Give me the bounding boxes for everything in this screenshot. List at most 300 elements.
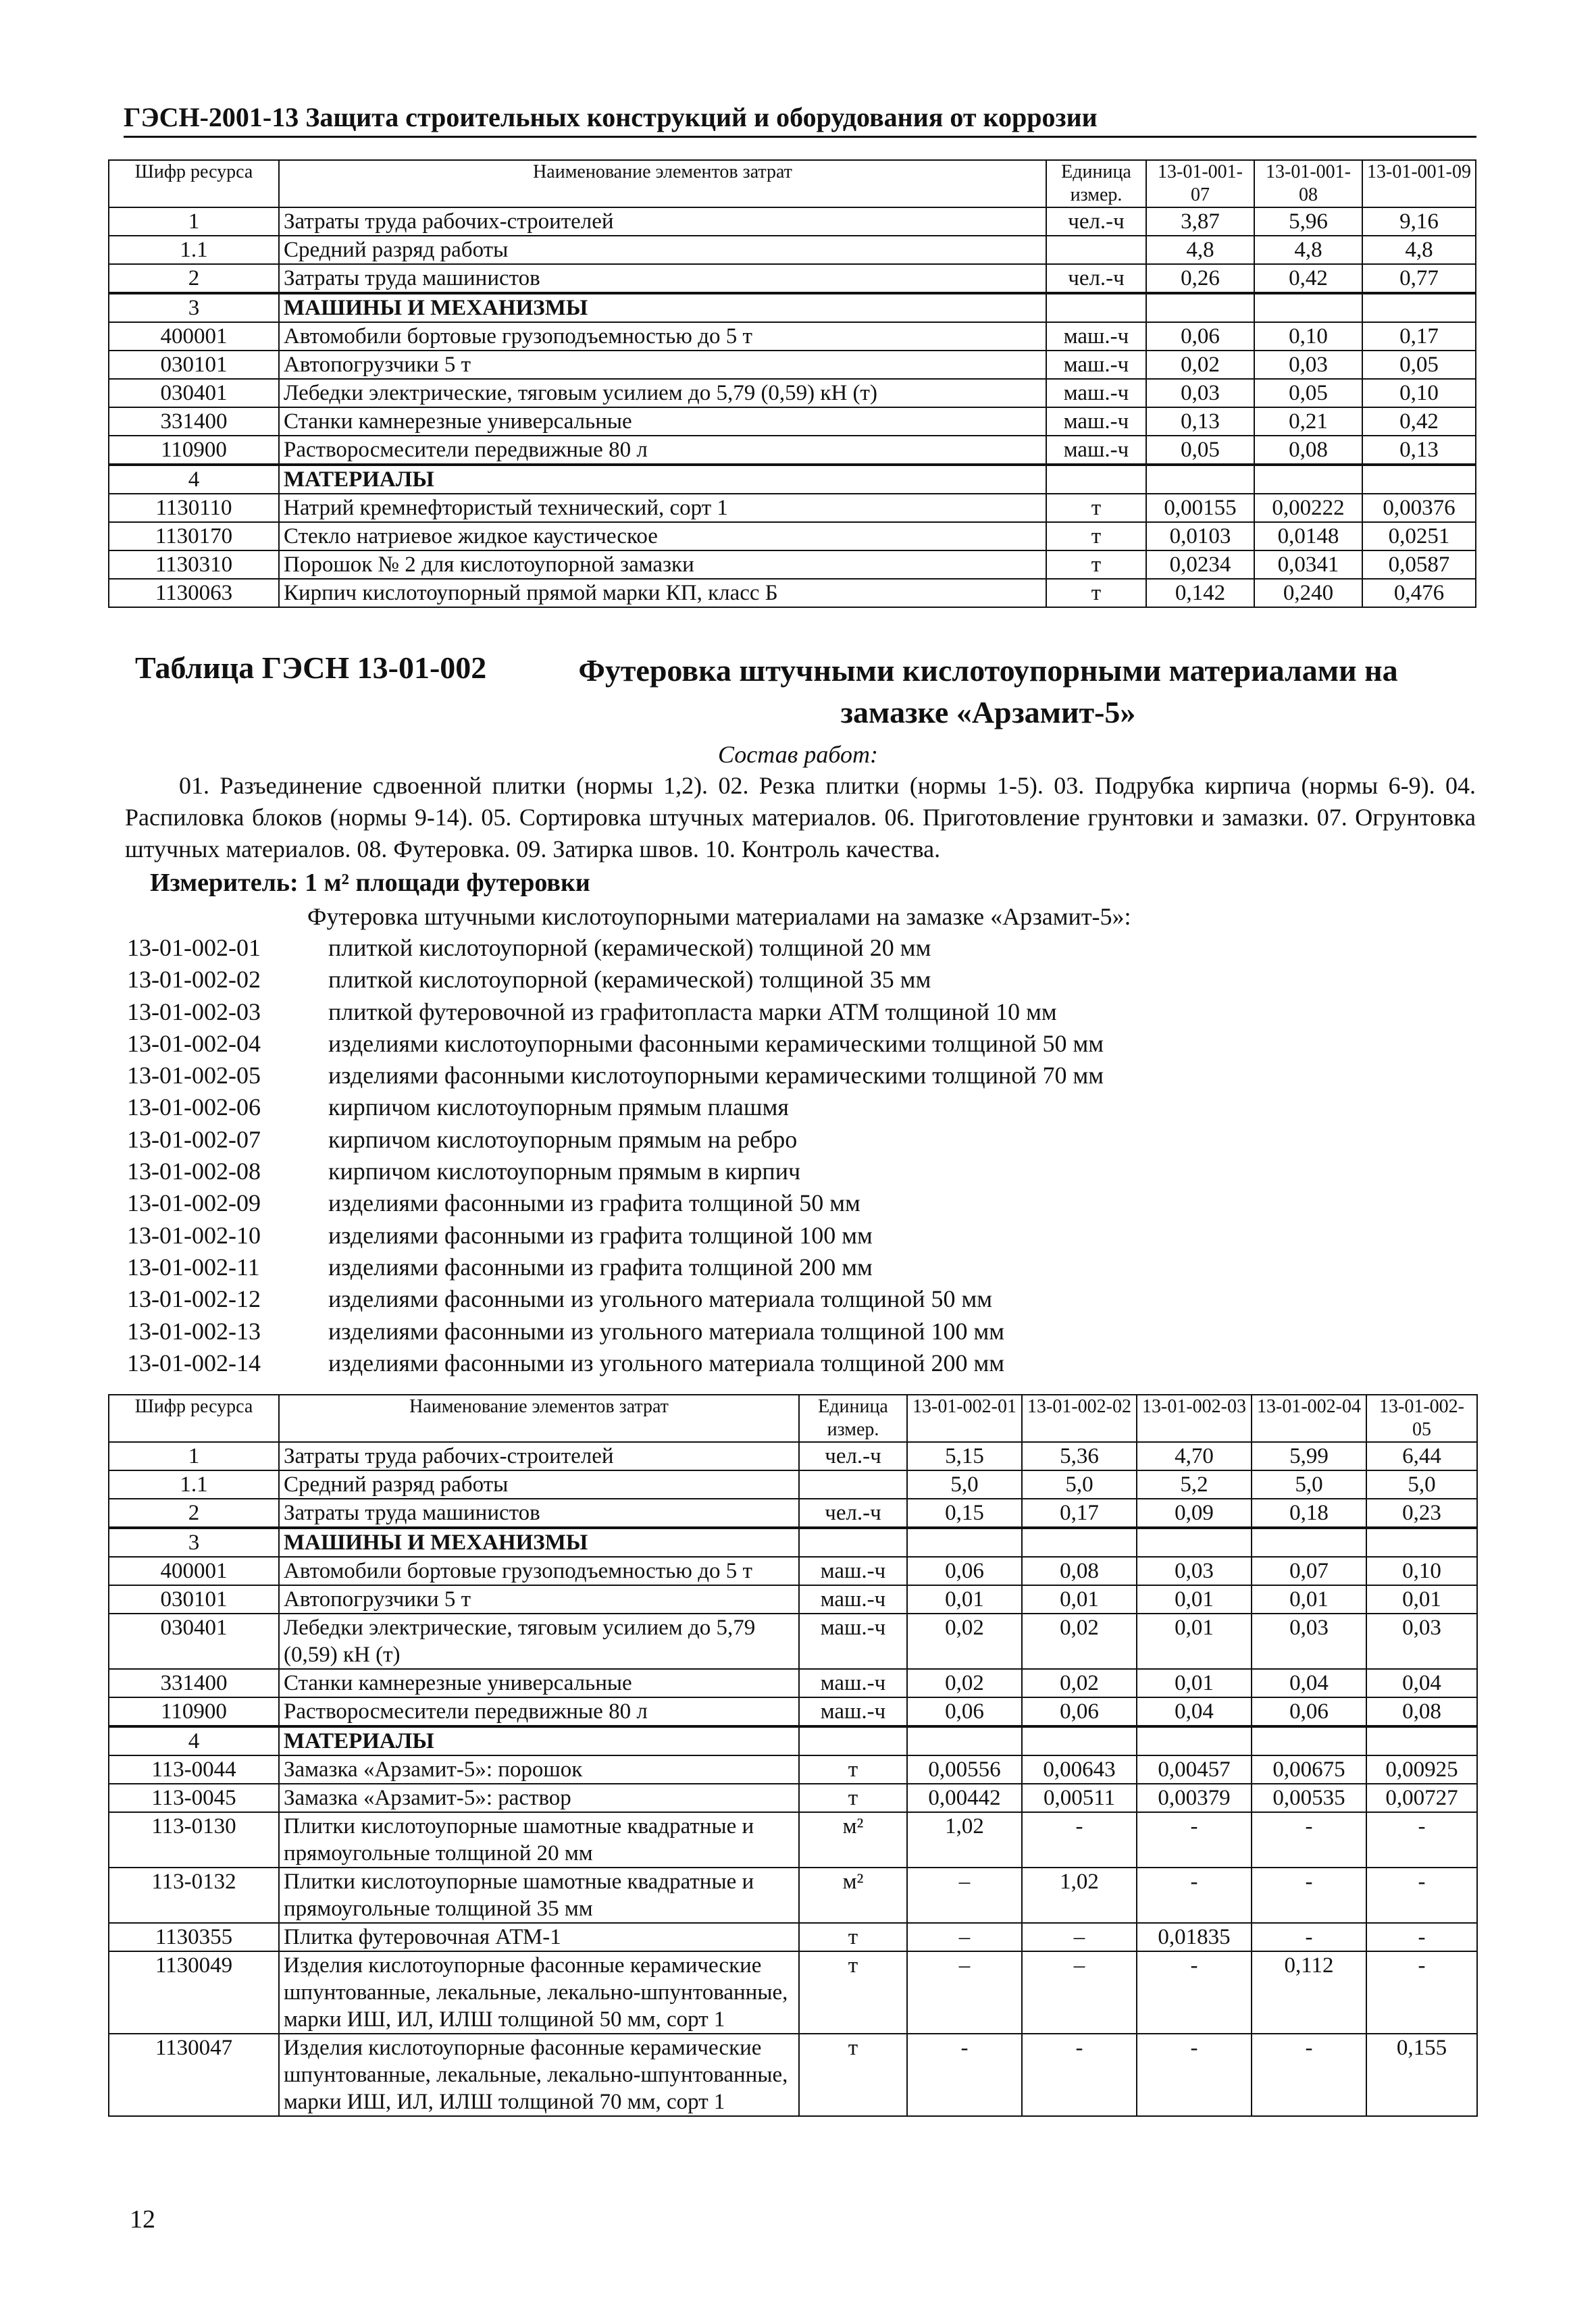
norm-value xyxy=(1022,1726,1137,1755)
cost-element-name: Станки камнерезные универсальные xyxy=(279,1669,799,1697)
table-header-row xyxy=(109,1395,1477,1442)
norm-value: 0,08 xyxy=(1366,1697,1477,1726)
table-header-row xyxy=(109,160,1476,207)
resource-code: 3 xyxy=(109,1528,279,1557)
column-header: 13-01-002-03 xyxy=(1137,1395,1252,1442)
norm-code: 13-01-002-13 xyxy=(127,1317,261,1345)
section-title: МАТЕРИАЛЫ xyxy=(279,465,1046,494)
norm-value: 0,00925 xyxy=(1366,1755,1477,1784)
table-row xyxy=(109,1951,1477,2034)
norm-value: 0,05 xyxy=(1362,351,1476,379)
table-row xyxy=(109,351,1476,379)
unit-cell xyxy=(799,1726,907,1755)
norm-value: - xyxy=(1022,2034,1137,2116)
cost-element-name: Автомобили бортовые грузоподъемностью до 5 т xyxy=(279,322,1046,351)
resource-code: 1130355 xyxy=(109,1923,279,1951)
page-header: ГЭСН-2001-13 Защита строительных конструкций и оборудования от коррозии xyxy=(124,101,1476,138)
norm-value: 0,06 xyxy=(1022,1697,1137,1726)
norm-value: 0,00155 xyxy=(1146,494,1254,522)
norm-description: кирпичом кислотоупорным прямым плашмя xyxy=(328,1094,789,1121)
resource-code: 1.1 xyxy=(109,1470,279,1499)
list-item xyxy=(127,1156,1104,1187)
norm-value: - xyxy=(1137,1812,1252,1868)
resource-code: 030101 xyxy=(109,1585,279,1614)
norm-description: плиткой кислотоупорной (керамической) толщиной 20 мм xyxy=(328,934,931,961)
norm-value: 0,03 xyxy=(1366,1614,1477,1669)
resource-code: 2 xyxy=(109,264,279,293)
resource-code: 1130310 xyxy=(109,550,279,579)
norm-description: плиткой футеровочной из графитопласта марки АТМ толщиной 10 мм xyxy=(328,998,1057,1025)
resource-code: 030401 xyxy=(109,379,279,407)
table-row xyxy=(109,579,1476,607)
unit-cell: чел.-ч xyxy=(1046,264,1146,293)
resource-code: 113-0132 xyxy=(109,1868,279,1923)
column-header: 13-01-002-04 xyxy=(1252,1395,1366,1442)
resource-code: 400001 xyxy=(109,322,279,351)
norm-value xyxy=(1366,1528,1477,1557)
norm-value: 0,17 xyxy=(1362,322,1476,351)
list-item xyxy=(127,1347,1104,1379)
table-row xyxy=(109,1557,1477,1585)
table-row xyxy=(109,236,1476,264)
cost-element-name: Средний разряд работы xyxy=(279,236,1046,264)
table-row xyxy=(109,1697,1477,1726)
norm-value: 0,0587 xyxy=(1362,550,1476,579)
unit-cell: т xyxy=(799,1923,907,1951)
norm-value: 0,02 xyxy=(1022,1614,1137,1669)
norm-value: 0,02 xyxy=(907,1614,1022,1669)
unit-cell: т xyxy=(1046,579,1146,607)
measure-unit: Измеритель: 1 м² площади футеровки xyxy=(150,869,590,897)
resource-code: 1 xyxy=(109,207,279,236)
section-title: МАТЕРИАЛЫ xyxy=(279,1726,799,1755)
norm-description: изделиями фасонными из графита толщиной 50 мм xyxy=(328,1189,860,1217)
unit-cell xyxy=(1046,465,1146,494)
list-item xyxy=(127,1252,1104,1283)
norm-code: 13-01-002-12 xyxy=(127,1285,261,1313)
unit-cell: маш.-ч xyxy=(799,1669,907,1697)
norm-value: - xyxy=(1366,1812,1477,1868)
norm-code: 13-01-002-02 xyxy=(127,966,261,994)
cost-element-name: Изделия кислотоупорные фасонные керамические шпунтованные, лекальные, лекально-шпунтованные, марки ИШ, ИЛ, ИЛШ толщиной 50 мм, сорт 1 xyxy=(279,1951,799,2034)
table-row xyxy=(109,407,1476,436)
cost-element-name: Автопогрузчики 5 т xyxy=(279,1585,799,1614)
cost-element-name: Кирпич кислотоупорный прямой марки КП, класс Б xyxy=(279,579,1046,607)
cost-element-name: Средний разряд работы xyxy=(279,1470,799,1499)
resource-code: 110900 xyxy=(109,436,279,465)
norm-value: 4,8 xyxy=(1254,236,1362,264)
norm-value: 0,00643 xyxy=(1022,1755,1137,1784)
norm-code: 13-01-002-11 xyxy=(127,1253,260,1281)
cost-element-name: Автомобили бортовые грузоподъемностью до 5 т xyxy=(279,1557,799,1585)
column-header: Наименование элементов затрат xyxy=(279,1395,799,1442)
table-number: Таблица ГЭСН 13-01-002 xyxy=(135,650,487,685)
unit-cell: т xyxy=(799,1784,907,1812)
norm-value xyxy=(1362,293,1476,322)
norm-value: 0,01 xyxy=(1366,1585,1477,1614)
norms-list xyxy=(127,932,1104,1379)
norm-value: - xyxy=(1366,1868,1477,1923)
norm-value: 0,26 xyxy=(1146,264,1254,293)
column-header: Единица измер. xyxy=(799,1395,907,1442)
norm-code: 13-01-002-01 xyxy=(127,934,261,961)
norm-value: 0,03 xyxy=(1146,379,1254,407)
norm-value: 0,00442 xyxy=(907,1784,1022,1812)
norm-value: 1,02 xyxy=(907,1812,1022,1868)
resource-code: 1130049 xyxy=(109,1951,279,2034)
table-row xyxy=(109,436,1476,465)
norm-value xyxy=(1254,465,1362,494)
norm-code: 13-01-002-06 xyxy=(127,1094,261,1121)
norm-description: изделиями фасонными из угольного материала толщиной 50 мм xyxy=(328,1285,993,1313)
unit-cell: т xyxy=(799,2034,907,2116)
norm-value: 0,03 xyxy=(1137,1557,1252,1585)
norm-code: 13-01-002-09 xyxy=(127,1189,261,1217)
norm-value: - xyxy=(907,2034,1022,2116)
resource-code: 4 xyxy=(109,465,279,494)
norm-code: 13-01-002-03 xyxy=(127,998,261,1025)
section-title: МАШИНЫ И МЕХАНИЗМЫ xyxy=(279,293,1046,322)
norm-code: 13-01-002-04 xyxy=(127,1029,261,1057)
table-row xyxy=(109,264,1476,293)
cost-element-name: Растворосмесители передвижные 80 л xyxy=(279,436,1046,465)
table-row xyxy=(109,379,1476,407)
norm-value: 5,36 xyxy=(1022,1442,1137,1470)
resource-code: 113-0130 xyxy=(109,1812,279,1868)
norm-code: 13-01-002-08 xyxy=(127,1158,261,1185)
norm-description: изделиями фасонными из графита толщиной 100 мм xyxy=(328,1221,873,1249)
table-row xyxy=(109,207,1476,236)
norm-value: 0,00511 xyxy=(1022,1784,1137,1812)
cost-element-name: Порошок № 2 для кислотоупорной замазки xyxy=(279,550,1046,579)
unit-cell: маш.-ч xyxy=(799,1697,907,1726)
norm-value: - xyxy=(1252,2034,1366,2116)
norm-value: 0,00535 xyxy=(1252,1784,1366,1812)
norm-value: 0,01 xyxy=(1022,1585,1137,1614)
table-row xyxy=(109,2034,1477,2116)
resource-code: 331400 xyxy=(109,407,279,436)
norm-value: 0,04 xyxy=(1252,1669,1366,1697)
norm-value: 4,70 xyxy=(1137,1442,1252,1470)
norm-value: 0,07 xyxy=(1252,1557,1366,1585)
list-item xyxy=(127,1028,1104,1060)
table-row xyxy=(109,1669,1477,1697)
norm-value xyxy=(1137,1528,1252,1557)
norm-value: 0,77 xyxy=(1362,264,1476,293)
norm-value: – xyxy=(1022,1951,1137,2034)
unit-cell: маш.-ч xyxy=(799,1557,907,1585)
list-item xyxy=(127,1060,1104,1091)
column-header: Шифр ресурса xyxy=(109,160,279,207)
column-header: 13-01-001-09 xyxy=(1362,160,1476,207)
cost-element-name: Плитки кислотоупорные шамотные квадратные и прямоугольные толщиной 35 мм xyxy=(279,1868,799,1923)
norm-description: кирпичом кислотоупорным прямым в кирпич xyxy=(328,1158,801,1185)
table-row xyxy=(109,1784,1477,1812)
norm-value: 0,00376 xyxy=(1362,494,1476,522)
cost-element-name: Плитки кислотоупорные шамотные квадратные и прямоугольные толщиной 20 мм xyxy=(279,1812,799,1868)
norm-value: - xyxy=(1252,1812,1366,1868)
norm-value: - xyxy=(1252,1923,1366,1951)
table-row xyxy=(109,522,1476,550)
column-header: Шифр ресурса xyxy=(109,1395,279,1442)
norm-value: 0,0251 xyxy=(1362,522,1476,550)
unit-cell: т xyxy=(1046,550,1146,579)
column-header: 13-01-002-05 xyxy=(1366,1395,1477,1442)
list-item xyxy=(127,1124,1104,1156)
table-row xyxy=(109,494,1476,522)
norm-value: 0,42 xyxy=(1362,407,1476,436)
unit-cell: маш.-ч xyxy=(799,1585,907,1614)
unit-cell: маш.-ч xyxy=(1046,436,1146,465)
norm-value: - xyxy=(1137,1951,1252,2034)
norm-description: кирпичом кислотоупорным прямым на ребро xyxy=(328,1125,798,1153)
norm-value: 0,01 xyxy=(1137,1585,1252,1614)
norm-value: 0,06 xyxy=(907,1557,1022,1585)
column-header: Единица измер. xyxy=(1046,160,1146,207)
norm-value xyxy=(1137,1726,1252,1755)
table-title: Футеровка штучными кислотоупорными материалами на замазке «Арзамит-5» xyxy=(578,653,1398,729)
norm-value xyxy=(1366,1726,1477,1755)
norm-value: 0,13 xyxy=(1362,436,1476,465)
norm-value: 0,00379 xyxy=(1137,1784,1252,1812)
norm-value xyxy=(1252,1528,1366,1557)
resource-code: 030401 xyxy=(109,1614,279,1669)
cost-element-name: Лебедки электрические, тяговым усилием до 5,79 (0,59) кН (т) xyxy=(279,379,1046,407)
table-row xyxy=(109,1442,1477,1470)
section-title: МАШИНЫ И МЕХАНИЗМЫ xyxy=(279,1528,799,1557)
resource-code: 1 xyxy=(109,1442,279,1470)
unit-cell: маш.-ч xyxy=(1046,322,1146,351)
norm-value: 5,99 xyxy=(1252,1442,1366,1470)
unit-cell xyxy=(1046,293,1146,322)
cost-element-name: Плитка футеровочная АТМ-1 xyxy=(279,1923,799,1951)
unit-cell: т xyxy=(799,1755,907,1784)
table-row xyxy=(109,1585,1477,1614)
norm-description: изделиями фасонными из угольного материала толщиной 100 мм xyxy=(328,1317,1005,1345)
composition-heading: Состав работ: xyxy=(718,741,878,768)
norm-value xyxy=(1254,293,1362,322)
norm-value: – xyxy=(907,1868,1022,1923)
norm-value: 0,02 xyxy=(1022,1669,1137,1697)
norm-value xyxy=(1362,465,1476,494)
section-row xyxy=(109,1726,1477,1755)
resource-code: 3 xyxy=(109,293,279,322)
list-item xyxy=(127,1220,1104,1252)
table-row xyxy=(109,1499,1477,1528)
norm-value xyxy=(1146,293,1254,322)
norm-value: 1,02 xyxy=(1022,1868,1137,1923)
norm-value: 0,21 xyxy=(1254,407,1362,436)
norm-value: 0,13 xyxy=(1146,407,1254,436)
norm-value: 0,03 xyxy=(1252,1614,1366,1669)
norm-value: – xyxy=(1022,1923,1137,1951)
resource-code: 331400 xyxy=(109,1669,279,1697)
section-row xyxy=(109,293,1476,322)
page-number: 12 xyxy=(130,2205,155,2234)
norm-value: 0,00222 xyxy=(1254,494,1362,522)
norm-value: 0,00457 xyxy=(1137,1755,1252,1784)
cost-element-name: Замазка «Арзамит-5»: раствор xyxy=(279,1784,799,1812)
norm-value: 0,10 xyxy=(1366,1557,1477,1585)
norm-value: 5,15 xyxy=(907,1442,1022,1470)
unit-cell: маш.-ч xyxy=(1046,407,1146,436)
norm-value: 0,10 xyxy=(1362,379,1476,407)
unit-cell: м² xyxy=(799,1868,907,1923)
resource-code: 2 xyxy=(109,1499,279,1528)
norm-value: 0,240 xyxy=(1254,579,1362,607)
norm-value xyxy=(907,1726,1022,1755)
norm-value: 0,0148 xyxy=(1254,522,1362,550)
table-row xyxy=(109,1812,1477,1868)
norm-value: 0,15 xyxy=(907,1499,1022,1528)
unit-cell xyxy=(1046,236,1146,264)
norm-description: изделиями фасонными из графита толщиной 200 мм xyxy=(328,1253,873,1281)
table-row xyxy=(109,1470,1477,1499)
norm-description: изделиями кислотоупорными фасонными керамическими толщиной 50 мм xyxy=(328,1029,1104,1057)
cost-element-name: Затраты труда рабочих-строителей xyxy=(279,1442,799,1470)
unit-cell: чел.-ч xyxy=(799,1442,907,1470)
norm-value: 0,02 xyxy=(1146,351,1254,379)
cost-element-name: Автопогрузчики 5 т xyxy=(279,351,1046,379)
norm-value: 0,10 xyxy=(1254,322,1362,351)
unit-cell xyxy=(799,1470,907,1499)
column-header: Наименование элементов затрат xyxy=(279,160,1046,207)
resource-code: 030101 xyxy=(109,351,279,379)
norm-value: 0,05 xyxy=(1254,379,1362,407)
norm-value: 6,44 xyxy=(1366,1442,1477,1470)
column-header: 13-01-002-01 xyxy=(907,1395,1022,1442)
norm-value: - xyxy=(1137,1868,1252,1923)
norm-value: 0,0234 xyxy=(1146,550,1254,579)
resource-code: 4 xyxy=(109,1726,279,1755)
norm-value: 0,00727 xyxy=(1366,1784,1477,1812)
list-item xyxy=(127,964,1104,996)
table-row xyxy=(109,1868,1477,1923)
unit-cell: чел.-ч xyxy=(799,1499,907,1528)
norm-value: 5,0 xyxy=(1366,1470,1477,1499)
resource-code: 1130063 xyxy=(109,579,279,607)
norm-value: - xyxy=(1022,1812,1137,1868)
norm-value: 0,23 xyxy=(1366,1499,1477,1528)
norm-description: изделиями фасонными из угольного материала толщиной 200 мм xyxy=(328,1349,1005,1377)
norm-value: - xyxy=(1366,1951,1477,2034)
column-header: 13-01-001-08 xyxy=(1254,160,1362,207)
norm-value: 0,18 xyxy=(1252,1499,1366,1528)
resource-code: 1130110 xyxy=(109,494,279,522)
section-row xyxy=(109,1528,1477,1557)
norm-value: 0,01 xyxy=(1252,1585,1366,1614)
work-composition: 01. Разъединение сдвоенной плитки (нормы 1,2). 02. Резка плитки (нормы 1-5). 03. Подрубка кирпича (нормы 6-9). 04. Распиловка блоков (нормы 9-14). 05. Сортировка штучных материалов. 06. Приготовление грунтовки и замазки. 07. Огрунтовка штучных материалов. 08. Футеровка. 09. Затирка швов. 10. Контроль качества. xyxy=(125,772,1476,863)
norm-code: 13-01-002-07 xyxy=(127,1125,261,1153)
list-item xyxy=(127,996,1104,1028)
norm-value: - xyxy=(1252,1868,1366,1923)
norm-value xyxy=(1146,465,1254,494)
norm-value: 0,02 xyxy=(907,1669,1022,1697)
resource-table-13-01-002 xyxy=(108,1394,1478,2117)
norm-value: 0,01835 xyxy=(1137,1923,1252,1951)
table-row xyxy=(109,550,1476,579)
norm-value: 0,112 xyxy=(1252,1951,1366,2034)
norm-code: 13-01-002-14 xyxy=(127,1349,261,1377)
norm-value: 0,42 xyxy=(1254,264,1362,293)
list-item xyxy=(127,1283,1104,1315)
unit-cell: маш.-ч xyxy=(1046,379,1146,407)
cost-element-name: Натрий кремнефтористый технический, сорт 1 xyxy=(279,494,1046,522)
norm-value: 4,8 xyxy=(1362,236,1476,264)
resource-code: 1.1 xyxy=(109,236,279,264)
norm-value: 5,0 xyxy=(907,1470,1022,1499)
unit-cell: чел.-ч xyxy=(1046,207,1146,236)
cost-element-name: Станки камнерезные универсальные xyxy=(279,407,1046,436)
norm-value: 5,0 xyxy=(1252,1470,1366,1499)
norm-value: 0,04 xyxy=(1366,1669,1477,1697)
norm-value: 5,2 xyxy=(1137,1470,1252,1499)
norms-list-intro: Футеровка штучными кислотоупорными материалами на замазке «Арзамит-5»: xyxy=(307,903,1131,930)
cost-element-name: Затраты труда машинистов xyxy=(279,264,1046,293)
norm-value: 0,0341 xyxy=(1254,550,1362,579)
norm-value: - xyxy=(1137,2034,1252,2116)
norm-code: 13-01-002-05 xyxy=(127,1062,261,1089)
norm-value: – xyxy=(907,1951,1022,2034)
norm-value: 0,476 xyxy=(1362,579,1476,607)
list-item xyxy=(127,1091,1104,1123)
cost-element-name: Лебедки электрические, тяговым усилием до 5,79 (0,59) кН (т) xyxy=(279,1614,799,1669)
norm-value: 0,17 xyxy=(1022,1499,1137,1528)
norm-value: 0,01 xyxy=(1137,1669,1252,1697)
resource-table-13-01-001 xyxy=(108,159,1476,608)
norm-value: 0,08 xyxy=(1254,436,1362,465)
resource-code: 113-0045 xyxy=(109,1784,279,1812)
unit-cell: м² xyxy=(799,1812,907,1868)
norm-value: – xyxy=(907,1923,1022,1951)
norm-value: 0,08 xyxy=(1022,1557,1137,1585)
norm-value: 0,03 xyxy=(1254,351,1362,379)
norm-value xyxy=(1022,1528,1137,1557)
norm-description: изделиями фасонными кислотоупорными керамическими толщиной 70 мм xyxy=(328,1062,1104,1089)
table-row xyxy=(109,1755,1477,1784)
unit-cell: т xyxy=(799,1951,907,2034)
resource-code: 1130170 xyxy=(109,522,279,550)
norm-value: 0,0103 xyxy=(1146,522,1254,550)
norm-value: 0,142 xyxy=(1146,579,1254,607)
norm-value: 3,87 xyxy=(1146,207,1254,236)
norm-value: 0,00556 xyxy=(907,1755,1022,1784)
unit-cell: т xyxy=(1046,494,1146,522)
table-row xyxy=(109,322,1476,351)
cost-element-name: Затраты труда машинистов xyxy=(279,1499,799,1528)
norm-description: плиткой кислотоупорной (керамической) толщиной 35 мм xyxy=(328,966,931,994)
norm-value: 5,0 xyxy=(1022,1470,1137,1499)
norm-value: 0,06 xyxy=(1252,1697,1366,1726)
norm-code: 13-01-002-10 xyxy=(127,1221,261,1249)
resource-code: 1130047 xyxy=(109,2034,279,2116)
list-item xyxy=(127,1187,1104,1219)
list-item xyxy=(127,1316,1104,1347)
table-row xyxy=(109,1923,1477,1951)
list-item xyxy=(127,932,1104,964)
norm-value: 0,05 xyxy=(1146,436,1254,465)
norm-value: 9,16 xyxy=(1362,207,1476,236)
resource-code: 110900 xyxy=(109,1697,279,1726)
table-row xyxy=(109,1614,1477,1669)
norm-value xyxy=(907,1528,1022,1557)
norm-value: - xyxy=(1366,1923,1477,1951)
unit-cell: маш.-ч xyxy=(1046,351,1146,379)
norm-value: 0,06 xyxy=(1146,322,1254,351)
norm-value: 5,96 xyxy=(1254,207,1362,236)
norm-value: 0,01 xyxy=(1137,1614,1252,1669)
resource-code: 400001 xyxy=(109,1557,279,1585)
